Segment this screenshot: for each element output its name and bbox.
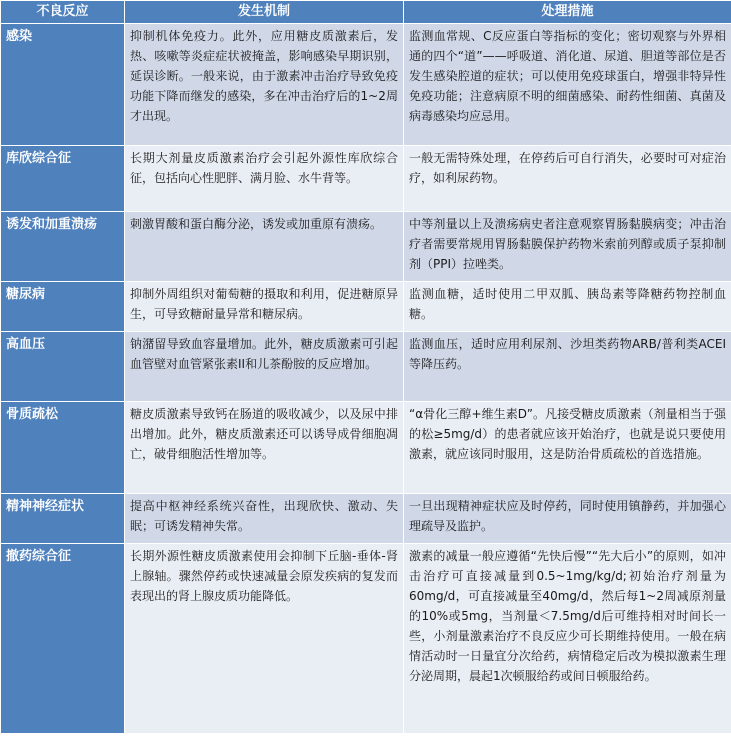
mechanism-cell: 钠潴留导致血容量增加。此外，糖皮质激素可引起血管壁对血管紧张素II和儿茶酚胺的反应增加。 <box>125 332 404 402</box>
table-row-ulcer <box>1 212 731 282</box>
measures-cell: 一旦出现精神症状应及时停药，同时使用镇静药，并加强心理疏导及监护。 <box>404 494 731 544</box>
reaction-label: 高血压 <box>1 332 125 402</box>
table-row-withdrawal <box>1 544 731 734</box>
header-measures: 处理措施 <box>404 1 731 24</box>
mechanism-cell: 长期大剂量皮质激素治疗会引起外源性库欣综合征，包括向心性肥胖、满月脸、水牛背等。 <box>125 146 404 212</box>
table-row-cushing <box>1 146 731 212</box>
mechanism-cell: 刺激胃酸和蛋白酶分泌，诱发或加重原有溃疡。 <box>125 212 404 282</box>
table-row-neuropsychiatric <box>1 494 731 544</box>
table-row-diabetes <box>1 282 731 332</box>
reaction-label: 诱发和加重溃疡 <box>1 212 125 282</box>
reaction-label: 感染 <box>1 24 125 146</box>
reaction-label: 糖尿病 <box>1 282 125 332</box>
mechanism-cell: 抑制外周组织对葡萄糖的摄取和利用，促进糖原异生，可导致糖耐量异常和糖尿病。 <box>125 282 404 332</box>
reaction-label: 骨质疏松 <box>1 402 125 494</box>
table-row-osteoporosis <box>1 402 731 494</box>
measures-cell: “α骨化三醇+维生素D”。凡接受糖皮质激素（剂量相当于强的松≥5mg/d）的患者就应该开始治疗，也就是说只要使用激素，就应该同时服用，这是防治骨质疏松的首选措施。 <box>404 402 731 494</box>
measures-cell: 一般无需特殊处理，在停药后可自行消失，必要时可对症治疗，如利尿药物。 <box>404 146 731 212</box>
header-mechanism: 发生机制 <box>125 1 404 24</box>
measures-cell: 激素的减量一般应遵循“先快后慢”“先大后小”的原则，如冲击治疗可直接减量到0.5~1mg/kg/d;初始治疗剂量为60mg/d，可直接减量至40mg/d，然后每1~2周减原剂量的10%或5mg，当剂量＜7.5mg/d后可维持相对时间长一些，小剂量激素治疗不良反应少可长期维持使用。一般在病情活动时一日量宜分次给药，病情稳定后改为模拟激素生理分泌周期，晨起1次顿服给药或间日顿服给药。 <box>404 544 731 734</box>
measures-cell: 监测血压，适时应用利尿剂、沙坦类药物ARB/普利类ACEI等降压药。 <box>404 332 731 402</box>
reaction-label: 精神神经症状 <box>1 494 125 544</box>
table-row-hypertension <box>1 332 731 402</box>
mechanism-cell: 长期外源性糖皮质激素使用会抑制下丘脑-垂体-肾上腺轴。骤然停药或快速减量会原发疾病的复发而表现出的肾上腺皮质功能降低。 <box>125 544 404 734</box>
measures-cell: 中等剂量以上及溃疡病史者注意观察胃肠黏膜病变；冲击治疗者需要常规用胃肠黏膜保护药物米索前列醇或质子泵抑制剂（PPI）拉唑类。 <box>404 212 731 282</box>
header-reaction: 不良反应 <box>1 1 125 24</box>
reaction-label: 库欣综合征 <box>1 146 125 212</box>
measures-cell: 监测血常规、C反应蛋白等指标的变化；密切观察与外界相通的四个“道”——呼吸道、消化道、尿道、胆道等部位是否发生感染腔道的症状；可以使用免疫球蛋白，增强非特异性免疫功能；注意病原不明的细菌感染、耐药性细菌、真菌及病毒感染均应忌用。 <box>404 24 731 146</box>
reaction-label: 撤药综合征 <box>1 544 125 734</box>
table-row-infection <box>1 24 731 146</box>
mechanism-cell: 糖皮质激素导致钙在肠道的吸收减少，以及尿中排出增加。此外，糖皮质激素还可以诱导成骨细胞凋亡，破骨细胞活性增加等。 <box>125 402 404 494</box>
measures-cell: 监测血糖，适时使用二甲双胍、胰岛素等降糖药物控制血糖。 <box>404 282 731 332</box>
mechanism-cell: 抑制机体免疫力。此外，应用糖皮质激素后，发热、咳嗽等炎症症状被掩盖，影响感染早期识别，延误诊断。一般来说，由于激素冲击治疗导致免疫功能下降而继发的感染，多在冲击治疗后的1~2周才出现。 <box>125 24 404 146</box>
mechanism-cell: 提高中枢神经系统兴奋性，出现欣快、激动、失眠；可诱发精神失常。 <box>125 494 404 544</box>
table-header-row <box>1 1 731 24</box>
